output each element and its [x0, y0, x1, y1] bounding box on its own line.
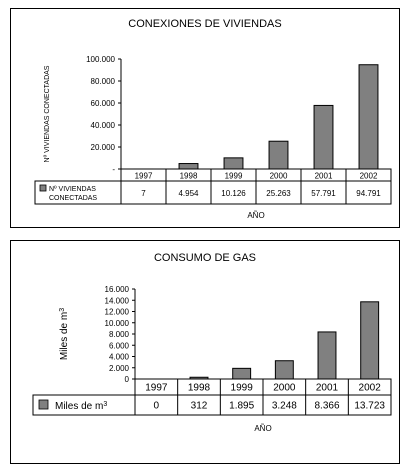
gas-y-tick-label: 8.000 [108, 330, 129, 339]
viviendas-data-label: 94.791 [356, 189, 381, 198]
gas-x-tick-label: 1998 [187, 382, 211, 394]
viviendas-x-tick-label: 1997 [134, 171, 153, 181]
gas-x-tick-label: 2000 [273, 382, 296, 394]
gas-x-tick-label: 2001 [315, 382, 339, 394]
viviendas-y-tick-label: 80.000 [90, 77, 115, 86]
viviendas-x-tick-label: 1998 [179, 171, 198, 181]
viviendas-chart-title: CONEXIONES DE VIVIENDAS [128, 18, 282, 30]
gas-legend-label: Miles de $m^3$ [55, 400, 108, 412]
viviendas-chart [11, 9, 399, 227]
gas-y-tick-label: 14.000 [104, 296, 129, 306]
gas-data-label: 0 [153, 400, 160, 412]
viviendas-legend-label: Nº VIVIENDAS [49, 186, 96, 193]
gas-bar-2002 [361, 302, 379, 379]
gas-y-tick-label: 16.000 [104, 285, 129, 294]
viviendas-x-axis-label: AÑO [247, 211, 265, 220]
gas-y-tick-label: 10.000 [104, 318, 129, 328]
viviendas-bar-2000 [269, 141, 288, 169]
gas-y-axis-label: Miles de $m^3$ [58, 307, 70, 361]
viviendas-data-label: 10.126 [221, 189, 246, 198]
viviendas-y-tick-label: 100.000 [86, 55, 115, 64]
viviendas-x-tick-label: 1999 [224, 171, 243, 181]
gas-chart-panel [10, 240, 400, 464]
gas-bar-2001 [318, 332, 336, 379]
viviendas-data-label: 57.791 [311, 189, 336, 198]
viviendas-data-label: 25.263 [266, 189, 291, 198]
viviendas-legend-swatch [40, 185, 46, 191]
viviendas-y-tick-label: 20.000 [90, 143, 115, 152]
viviendas-data-label: 4.954 [178, 189, 199, 198]
gas-data-label: 1.895 [229, 400, 255, 412]
gas-y-tick-label: 6.000 [108, 341, 129, 351]
viviendas-y-tick-label: 60.000 [90, 99, 115, 108]
gas-y-tick-label: 0 [124, 375, 129, 384]
gas-chart [11, 241, 399, 463]
gas-chart-title: CONSUMO DE GAS [153, 252, 257, 264]
viviendas-x-tick-label: 2002 [359, 171, 378, 181]
gas-x-tick-label: 2002 [358, 382, 381, 394]
viviendas-bar-2001 [314, 105, 333, 169]
gas-x-axis-label: AÑO [254, 424, 272, 433]
gas-bar-1999 [233, 368, 251, 379]
viviendas-data-label: 7 [141, 189, 146, 198]
viviendas-bar-2002 [359, 65, 378, 169]
viviendas-x-tick-label: 2001 [314, 171, 333, 181]
gas-x-tick-label: 1997 [145, 382, 168, 394]
gas-data-label: 3.248 [271, 400, 297, 412]
viviendas-bar-1999 [224, 158, 243, 169]
viviendas-y-tick-label: - [112, 165, 115, 174]
gas-y-tick-label: 4.000 [108, 352, 129, 362]
gas-legend-swatch [39, 400, 48, 409]
viviendas-legend-label: CONECTADAS [49, 195, 98, 202]
viviendas-y-tick-label: 40.000 [90, 121, 115, 130]
gas-bar-2000 [275, 361, 293, 379]
gas-data-label: 312 [190, 400, 208, 412]
gas-x-tick-label: 1999 [230, 382, 253, 394]
gas-data-label: 13.723 [354, 400, 385, 412]
viviendas-chart-panel [10, 8, 400, 228]
gas-y-tick-label: 2.000 [108, 363, 129, 373]
viviendas-bar-1998 [179, 164, 198, 169]
gas-data-label: 8.366 [314, 400, 340, 412]
viviendas-x-tick-label: 2000 [269, 171, 288, 181]
viviendas-y-axis-label: Nº VIVIENDAS CONECTADAS [44, 65, 51, 163]
gas-y-tick-label: 12.000 [104, 307, 129, 317]
